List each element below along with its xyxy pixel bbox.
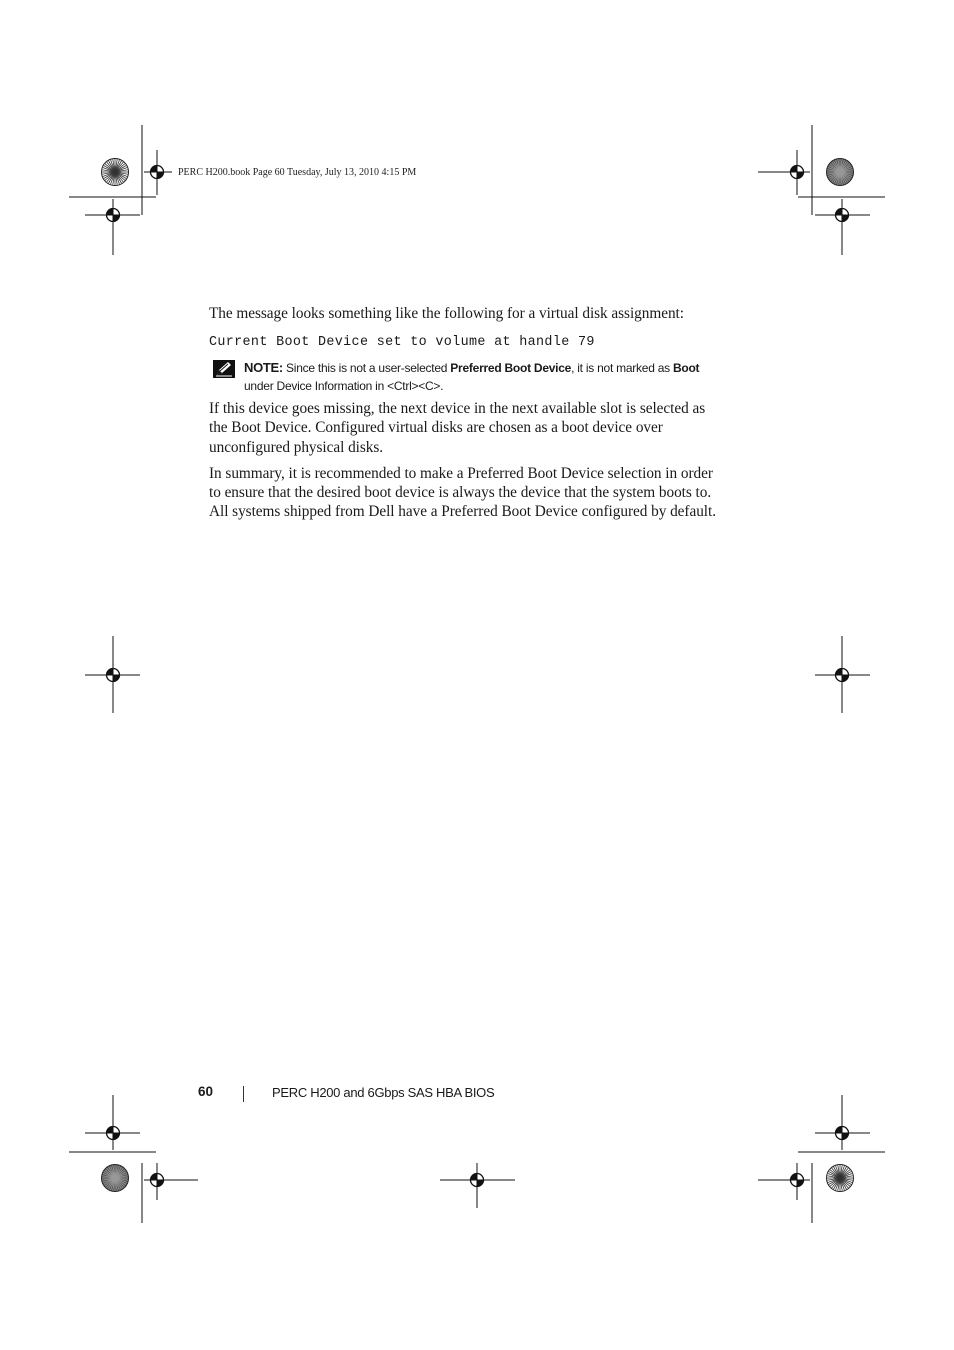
registration-quadrant (836, 669, 843, 676)
registration-quadrant (471, 1174, 478, 1181)
note-text-2: , it is not marked as (571, 361, 673, 376)
registration-quadrant (791, 1174, 798, 1181)
registration-quadrant (157, 172, 164, 179)
registration-quadrant (107, 1127, 114, 1134)
code-sample: Current Boot Device set to volume at handle 79 (209, 335, 595, 351)
page-number: 60 (198, 1084, 214, 1099)
note-label: NOTE: (244, 360, 283, 376)
registration-quadrant (477, 1180, 484, 1187)
footer-title: PERC H200 and 6Gbps SAS HBA BIOS (272, 1085, 495, 1100)
note-bold-1: Preferred Boot Device (450, 361, 572, 376)
registration-quadrant (791, 166, 798, 173)
registration-quadrant (836, 1127, 843, 1134)
note-text-1: Since this is not a user-selected (282, 361, 451, 376)
page-content (209, 304, 721, 521)
registration-quadrant (836, 209, 843, 216)
registration-quadrant (151, 1174, 158, 1181)
registration-quadrant (113, 215, 120, 222)
footer-divider (243, 1086, 244, 1102)
note-bold-2: Boot (672, 361, 700, 376)
registration-quadrant (797, 1180, 804, 1187)
registration-quadrant (842, 215, 849, 222)
paragraph-summary: In summary, it is recommended to make a Preferred Boot Device selection in order to ensure that the desired boot device is always the device that the system boots to. All systems shipped from Dell have a Preferred Boot Device configured by default. (209, 464, 716, 521)
registration-quadrant (842, 1133, 849, 1140)
registration-quadrant (113, 1133, 120, 1140)
intro-paragraph: The message looks something like the following for a virtual disk assignment: (209, 305, 684, 322)
registration-quadrant (107, 669, 114, 676)
registration-quadrant (113, 675, 120, 682)
registration-quadrant (151, 166, 158, 173)
note-block (209, 359, 721, 395)
registration-quadrant (842, 675, 849, 682)
print-slug: PERC H200.book Page 60 Tuesday, July 13, 2010 4:15 PM (178, 167, 417, 178)
registration-quadrant (797, 172, 804, 179)
paragraph-missing-device: If this device goes missing, the next device in the next available slot is selected as the Boot Device. Configured virtual disks are chosen as a boot device over unconfigured physical disks. (209, 400, 706, 456)
registration-quadrant (107, 209, 114, 216)
note-text-3: under Device Information in <Ctrl><C>. (244, 378, 444, 393)
registration-quadrant (157, 1180, 164, 1187)
pencil-note-icon (213, 360, 235, 384)
